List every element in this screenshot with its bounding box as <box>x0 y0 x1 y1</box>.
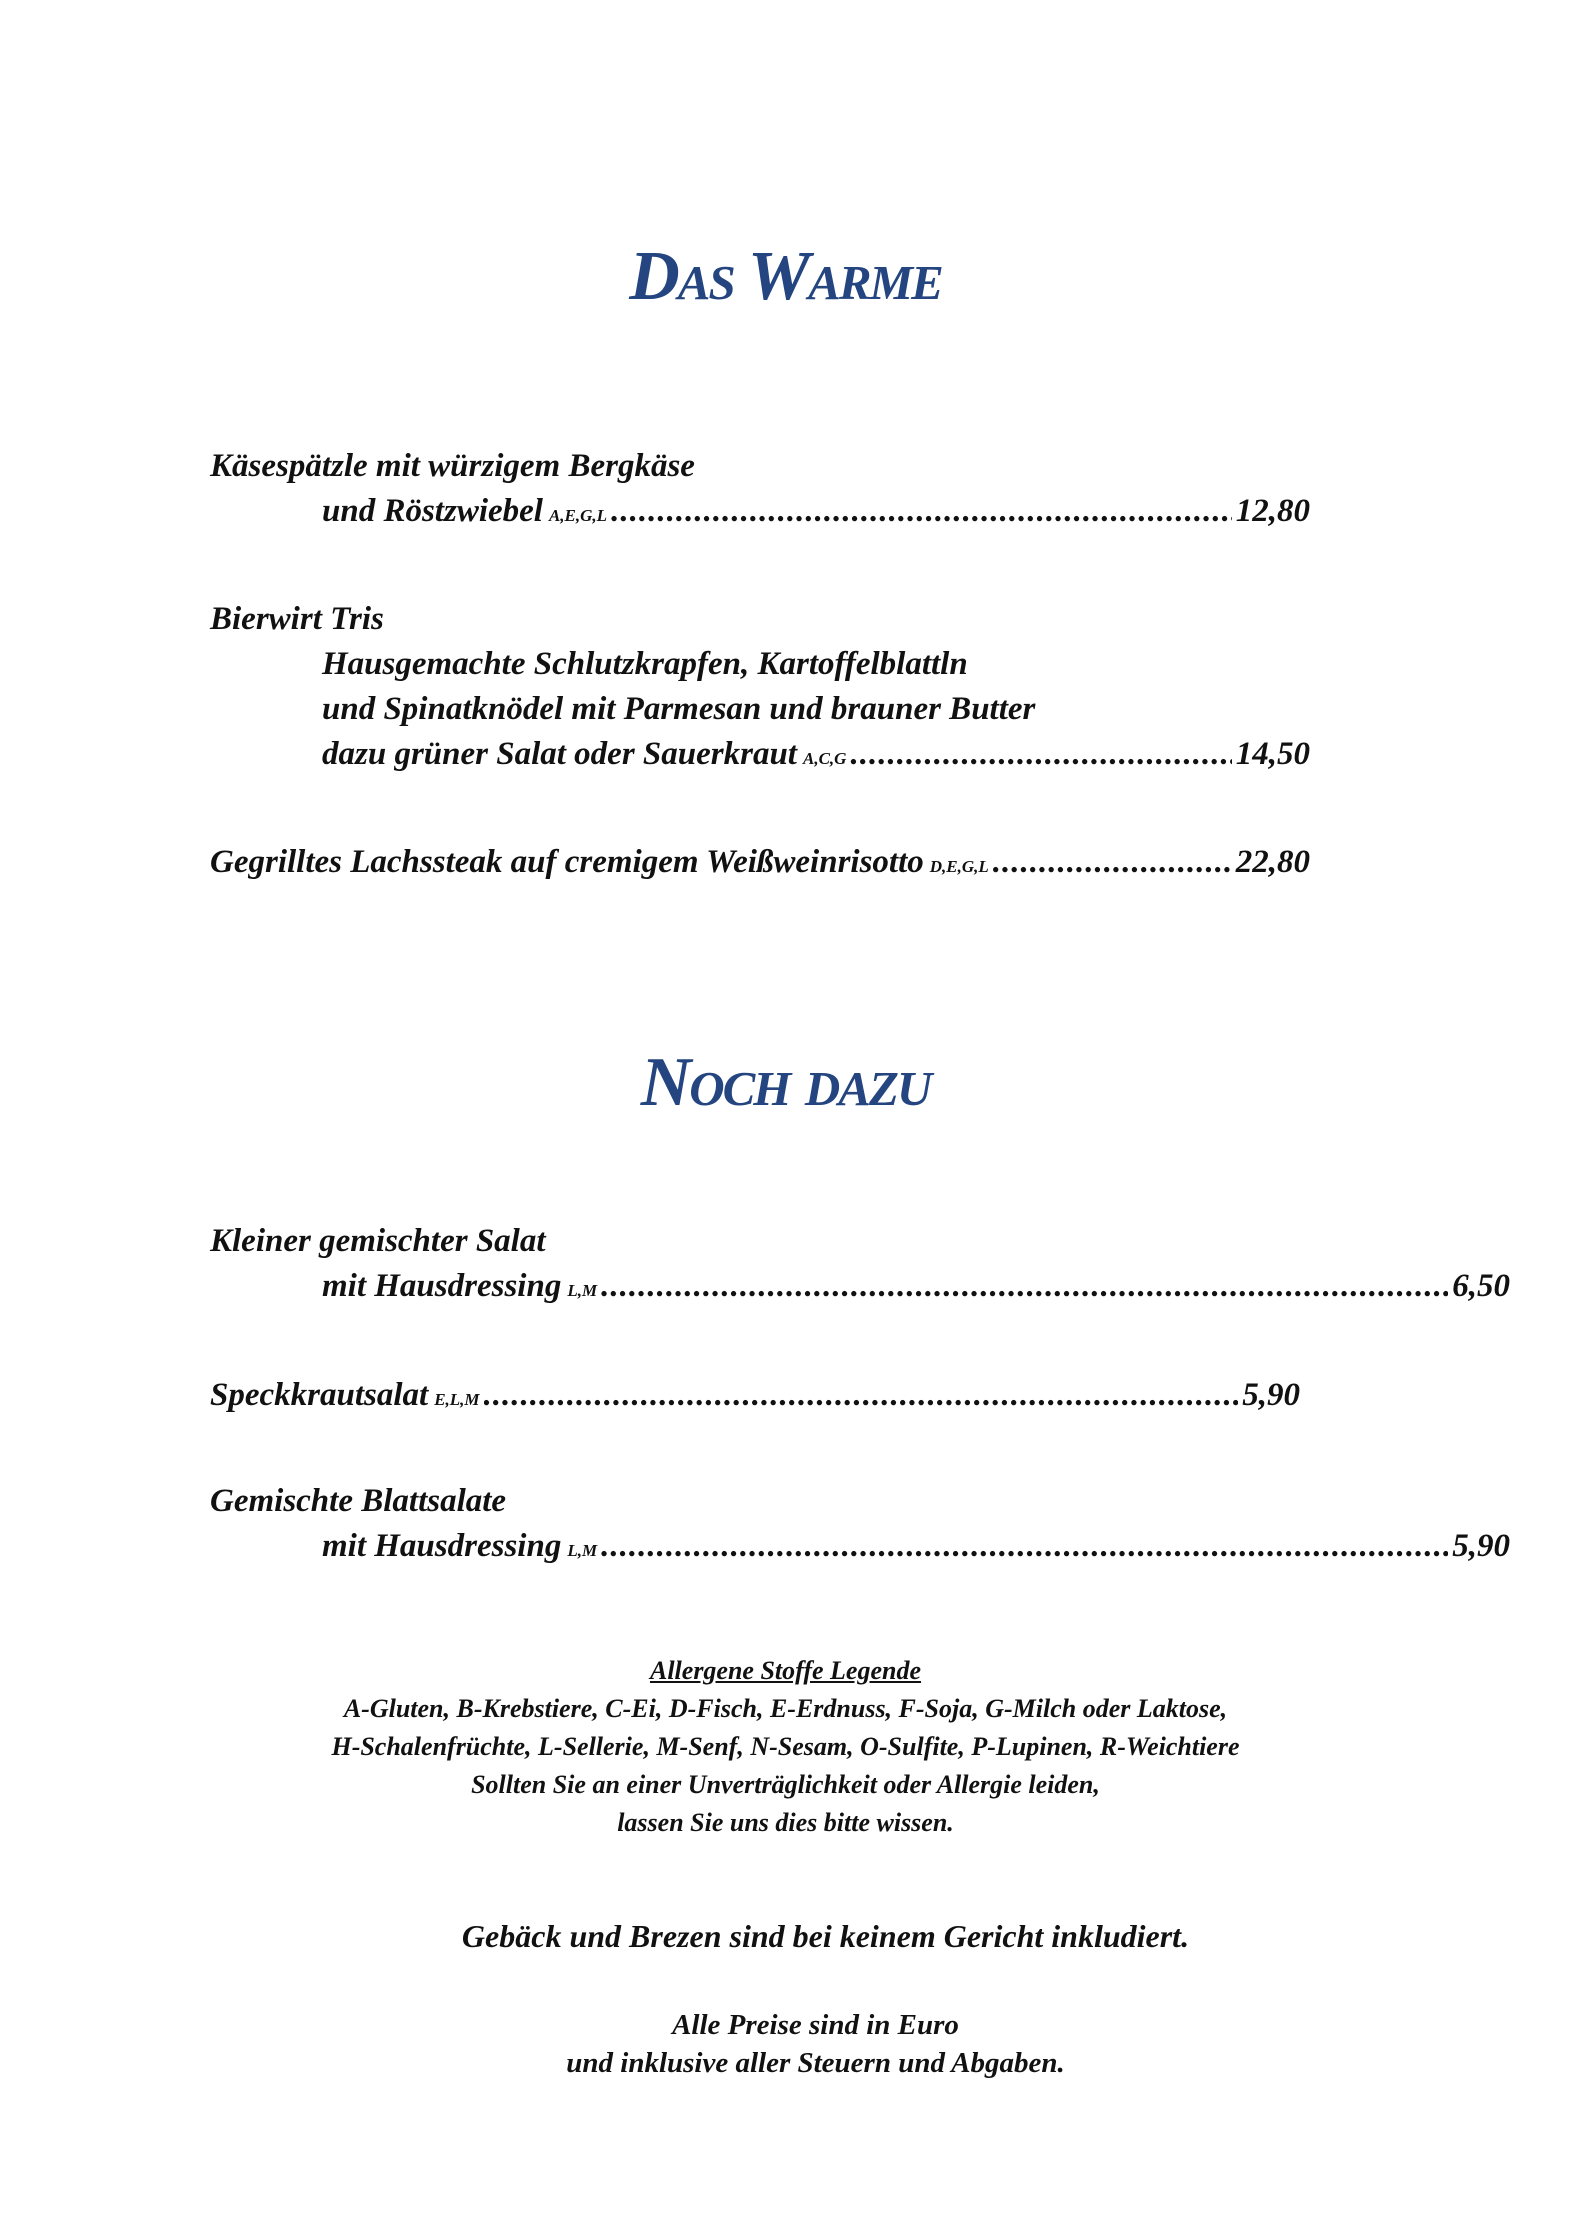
allergen-codes: A,C,G <box>802 749 847 768</box>
allergen-codes: L,M <box>567 1281 598 1300</box>
price-note <box>0 2006 1571 2082</box>
dish-name: Gegrilltes Lachssteak auf cremigem Weißweinrisotto <box>210 844 924 880</box>
dish-price-line <box>210 1373 1300 1422</box>
allergen-codes: A,E,G,L <box>548 506 608 525</box>
price-note-line: Alle Preise sind in Euro <box>672 2009 959 2041</box>
price: 6,50 <box>1452 1268 1510 1304</box>
section-heading-noch-dazu: Noch dazu <box>640 1044 931 1121</box>
dish-description: mit Hausdressing <box>322 1268 562 1304</box>
dish-name: Käsespätzle mit würzigem Bergkäse <box>210 448 695 484</box>
dish-name: Speckkrautsalat <box>210 1377 429 1413</box>
menu-item <box>210 840 1310 889</box>
legend-line: lassen Sie uns dies bitte wissen. <box>617 1808 954 1837</box>
dish-description: dazu grüner Salat oder Sauerkraut <box>322 736 797 772</box>
section-heading-das-warme: Das Warme <box>629 238 942 315</box>
dish-name: Gemischte Blattsalate <box>210 1483 507 1519</box>
dot-leader <box>601 1524 1448 1569</box>
bread-note: Gebäck und Brezen sind bei keinem Gericht inkludiert. <box>461 1918 1190 1954</box>
dish-price-line <box>210 732 1310 781</box>
dish-price-line <box>210 489 1310 538</box>
dot-leader <box>484 1373 1239 1418</box>
allergen-legend <box>0 1652 1571 1842</box>
price-note-line: und inklusive aller Steuern und Abgaben. <box>566 2047 1065 2079</box>
legend-line: A-Gluten, B-Krebstiere, C-Ei, D-Fisch, E-Erdnuss, F-Soja, G-Milch oder Laktose, <box>343 1694 1228 1723</box>
dish-price-line <box>210 1264 1510 1313</box>
dot-leader <box>601 1264 1448 1309</box>
legend-line: H-Schalenfrüchte, L-Sellerie, M-Senf, N-Sesam, O-Sulfite, P-Lupinen, R-Weichtiere <box>331 1732 1240 1761</box>
dish-price-line <box>210 1524 1510 1573</box>
dish-description: mit Hausdressing <box>322 1528 562 1564</box>
dot-leader <box>993 840 1232 885</box>
dish-description: Hausgemachte Schlutzkrapfen, Kartoffelblattln <box>322 646 968 682</box>
allergen-codes: L,M <box>567 1541 598 1560</box>
dot-leader <box>850 732 1231 777</box>
menu-item <box>210 1373 1310 1422</box>
price: 5,90 <box>1452 1528 1510 1564</box>
price: 14,50 <box>1235 736 1310 772</box>
dish-description: und Röstzwiebel <box>322 493 543 529</box>
dish-description: und Spinatknödel mit Parmesan und brauner Butter <box>322 691 1036 727</box>
menu-item <box>210 597 1310 781</box>
dish-name: Kleiner gemischter Salat <box>210 1223 546 1259</box>
allergen-codes: D,E,G,L <box>929 857 989 876</box>
legend-line: Sollten Sie an einer Unverträglichkeit oder Allergie leiden, <box>471 1770 1100 1799</box>
dish-name: Bierwirt Tris <box>210 601 384 637</box>
allergen-codes: E,L,M <box>434 1390 480 1409</box>
legend-title: Allergene Stoffe Legende <box>649 1656 922 1685</box>
menu-item <box>210 444 1310 538</box>
menu-item <box>210 1479 1510 1573</box>
dot-leader <box>611 489 1232 534</box>
dish-price-line <box>210 840 1310 889</box>
price: 5,90 <box>1242 1377 1300 1413</box>
menu-item <box>210 1219 1510 1313</box>
price: 12,80 <box>1235 493 1310 529</box>
price: 22,80 <box>1235 844 1310 880</box>
